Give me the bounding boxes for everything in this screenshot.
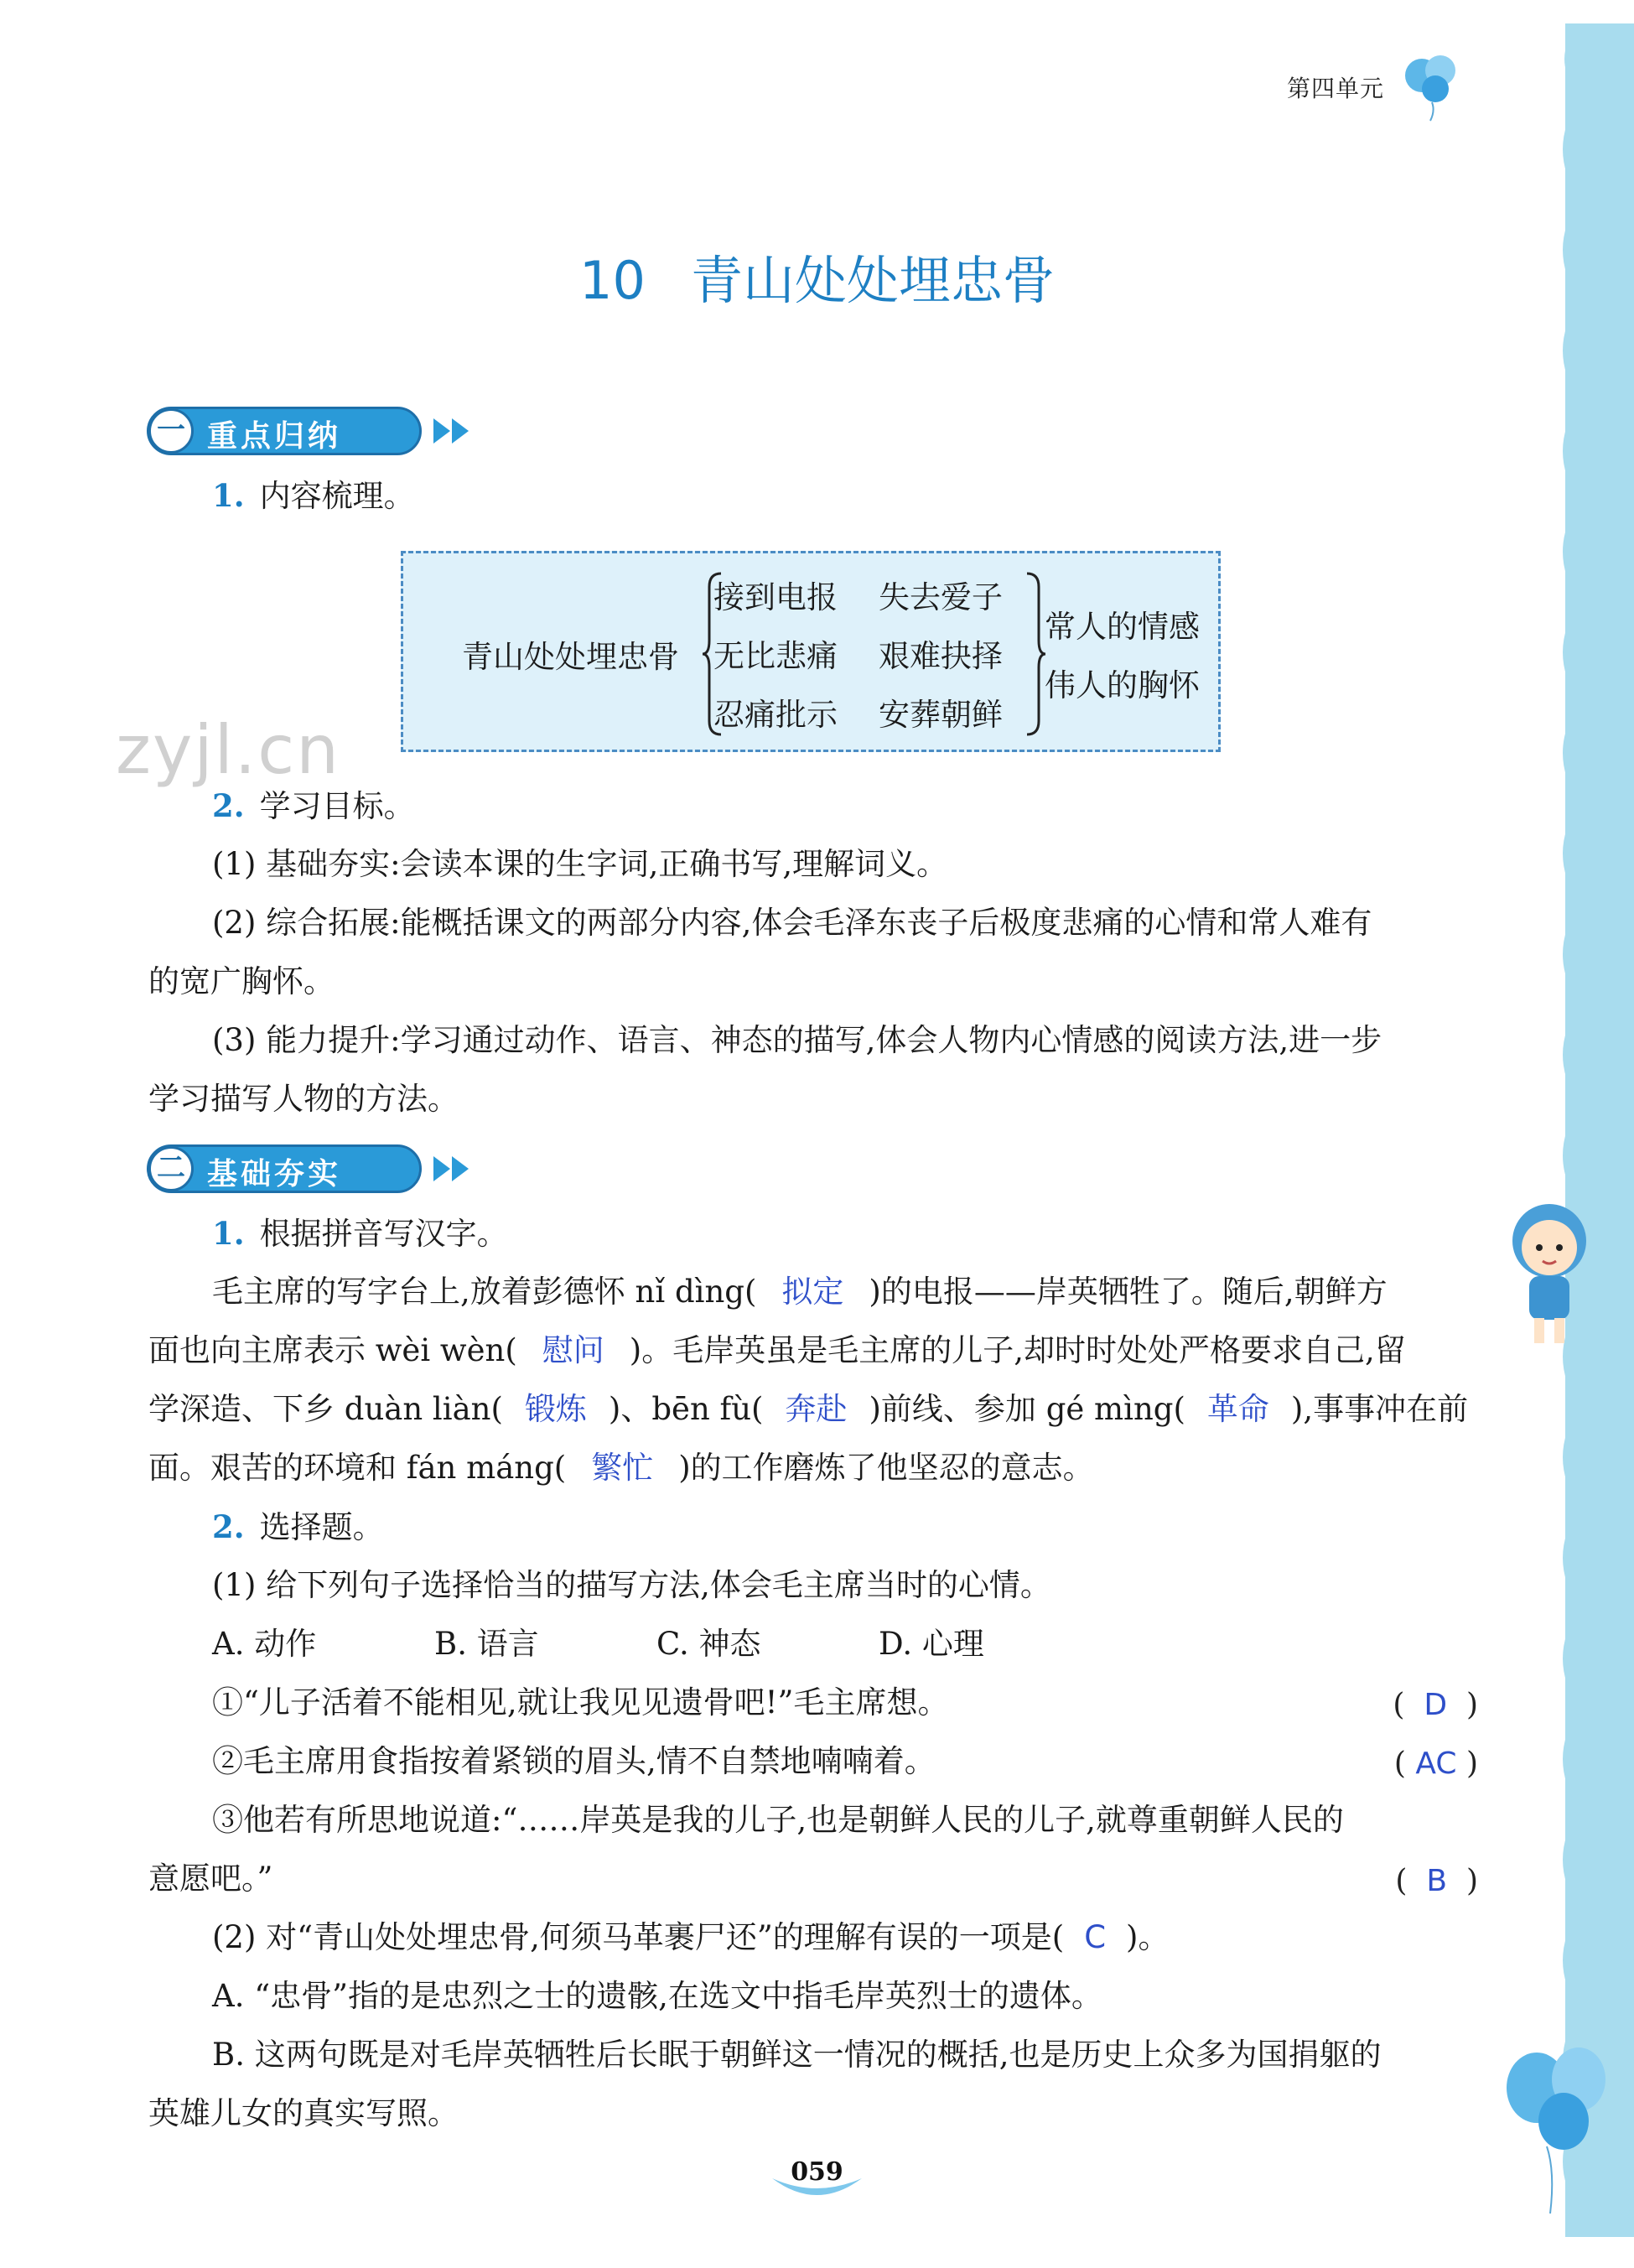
goal-line: 的宽广胸怀。 bbox=[148, 963, 335, 999]
option-line: 英雄儿女的真实写照。 bbox=[148, 2095, 459, 2131]
sentence: ①“儿子活着不能相见,就让我见见遗骨吧!”毛主席想。 bbox=[212, 1684, 949, 1720]
right-brace bbox=[1024, 570, 1047, 738]
pinyin-line: 面也向主席表示 wèi wèn( 慰问 )。毛岸英虽是毛主席的儿子,却时时处处严格要求自己,留 bbox=[148, 1332, 1406, 1368]
question-stem: (1) 给下列句子选择恰当的描写方法,体会毛主席当时的心情。 bbox=[212, 1567, 1051, 1603]
section-label: 重点归纳 bbox=[207, 419, 342, 454]
double-arrow-icon bbox=[432, 417, 474, 445]
item-learning-goals: 2. 学习目标。 bbox=[212, 787, 415, 824]
answer-text: 慰问 bbox=[542, 1332, 604, 1368]
answer-text: 革命 bbox=[1206, 1391, 1269, 1427]
answer-text: 锻炼 bbox=[524, 1391, 587, 1427]
watermark-logo: zyjl.cn bbox=[116, 711, 340, 789]
pinyin-line: 面。艰苦的环境和 fán máng( 繁忙 )的工作磨炼了他坚忍的意志。 bbox=[148, 1450, 1094, 1486]
lesson-title-text: 青山处处埋忠骨 bbox=[690, 250, 1055, 311]
answer-bracket: ( AC ) bbox=[1393, 1746, 1478, 1781]
goal-line: 学习描写人物的方法。 bbox=[148, 1081, 459, 1117]
diagram-col2-item: 艰难抉择 bbox=[879, 638, 1003, 674]
item-choice: 2. 选择题。 bbox=[212, 1508, 384, 1545]
section-badge: 一 bbox=[148, 408, 194, 454]
option: B. 语言 bbox=[434, 1626, 539, 1662]
sentence: ②毛主席用食指按着紧锁的眉头,情不自禁地喃喃着。 bbox=[212, 1743, 936, 1779]
balloon-icon bbox=[1398, 50, 1465, 126]
answer-text: 繁忙 bbox=[591, 1450, 654, 1486]
pinyin-line: 学深造、下乡 duàn liàn( 锻炼 )、bēn fù( 奔赴 )前线、参加 gé mìng( 革命 ),事事冲在前 bbox=[148, 1391, 1469, 1427]
option-line: B. 这两句既是对毛岸英牺牲后长眠于朝鲜这一情况的概括,也是历史上众多为国捐躯的 bbox=[212, 2037, 1382, 2073]
option: A. 动作 bbox=[212, 1626, 317, 1662]
sentence: ③他若有所思地说道:“……岸英是我的儿子,也是朝鲜人民的儿子,就尊重朝鲜人民的 bbox=[212, 1802, 1344, 1838]
diagram-col1-item: 无比悲痛 bbox=[713, 638, 838, 674]
diagram-col2-item: 失去爱子 bbox=[879, 579, 1003, 615]
double-arrow-icon bbox=[432, 1155, 474, 1183]
lesson-number: 10 bbox=[579, 250, 646, 311]
wavy-edge bbox=[1554, 23, 1579, 2237]
diagram-col3-item: 常人的情感 bbox=[1045, 609, 1200, 645]
item-content-outline: 1. 内容梳理。 bbox=[212, 477, 415, 514]
section-basics-header bbox=[147, 1144, 423, 1193]
item-pinyin: 1. 根据拼音写汉字。 bbox=[212, 1215, 508, 1252]
sentence: 意愿吧。” bbox=[148, 1861, 273, 1897]
answer-text: 拟定 bbox=[781, 1274, 844, 1310]
goal-line: (2) 综合拓展:能概括课文的两部分内容,体会毛泽东丧子后极度悲痛的心情和常人难有 bbox=[212, 905, 1372, 941]
side-decor-band bbox=[1565, 23, 1634, 2237]
option-row bbox=[212, 1615, 984, 1674]
question-stem: (2) 对“青山处处埋忠骨,何须马革裹尸还”的理解有误的一项是( C )。 bbox=[212, 1919, 1170, 1955]
answer-bracket: ( D ) bbox=[1393, 1688, 1478, 1722]
answer-text: 奔赴 bbox=[785, 1391, 848, 1427]
pinyin-line: 毛主席的写字台上,放着彭德怀 nǐ dìng( 拟定 )的电报——岸英牺牲了。随后,朝鲜方 bbox=[212, 1274, 1388, 1310]
answer-bracket: ( B ) bbox=[1395, 1864, 1478, 1898]
diagram-root: 青山处处埋忠骨 bbox=[462, 639, 679, 675]
goal-line: (1) 基础夯实:会读本课的生字词,正确书写,理解词义。 bbox=[212, 846, 948, 882]
diagram-col1-item: 接到电报 bbox=[713, 579, 838, 615]
cartoon-girl-icon bbox=[1497, 1199, 1606, 1354]
answer-text: C bbox=[1084, 1919, 1107, 1955]
diagram-col1-item: 忍痛批示 bbox=[713, 697, 838, 733]
section-key-points-header bbox=[147, 407, 423, 455]
content-outline-diagram bbox=[401, 551, 1221, 752]
page-number-decor bbox=[769, 2175, 865, 2205]
goal-line: (3) 能力提升:学习通过动作、语言、神态的描写,体会人物内心情感的阅读方法,进一步 bbox=[212, 1022, 1382, 1058]
section-label: 基础夯实 bbox=[207, 1157, 342, 1191]
option-line: A. “忠骨”指的是忠烈之士的遗骸,在选文中指毛岸英烈士的遗体。 bbox=[212, 1978, 1102, 2014]
unit-header: 第四单元 bbox=[1287, 75, 1385, 102]
balloons-icon bbox=[1497, 2037, 1622, 2222]
option: C. 神态 bbox=[656, 1626, 761, 1662]
diagram-col2-item: 安葬朝鲜 bbox=[879, 697, 1003, 733]
lesson-title bbox=[0, 239, 1634, 314]
diagram-col3-item: 伟人的胸怀 bbox=[1045, 667, 1200, 703]
option: D. 心理 bbox=[879, 1626, 984, 1662]
section-badge: 二 bbox=[148, 1146, 194, 1191]
page-number: 059 bbox=[791, 2157, 843, 2187]
